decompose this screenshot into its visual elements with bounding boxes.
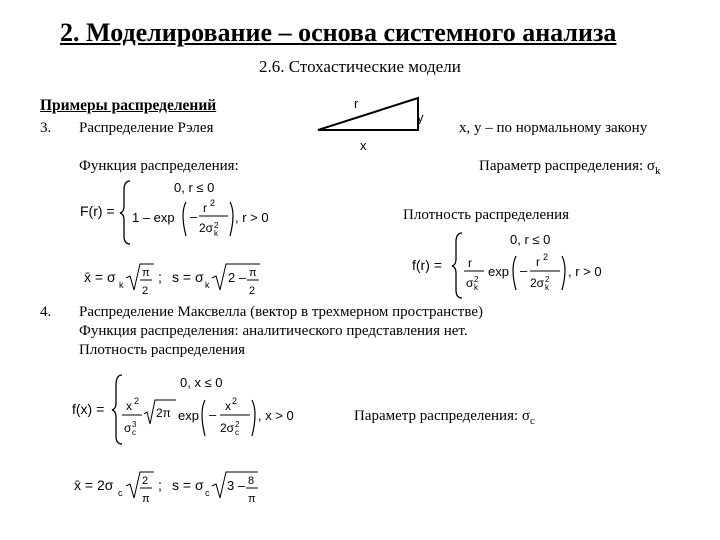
svg-text:–: –: [209, 407, 217, 422]
svg-text:2: 2: [142, 475, 149, 487]
svg-text:π: π: [142, 267, 150, 279]
svg-text:x̄ = 2σ: x̄ = 2σ: [74, 477, 114, 493]
svg-text:σ: σ: [466, 276, 474, 290]
svg-text:2: 2: [543, 252, 549, 262]
item3-cdf-label: Функция распределения:: [79, 158, 239, 174]
svg-text:2σ: 2σ: [220, 421, 235, 435]
svg-text:π: π: [248, 493, 256, 505]
svg-text:2: 2: [232, 396, 238, 406]
svg-text:π: π: [249, 267, 257, 279]
item4-line3: Плотность распределения: [79, 342, 246, 358]
maxwell-pdf-formula: [70, 370, 300, 448]
slide-subtitle: 2.6. Стохастические модели: [259, 57, 461, 76]
svg-text:2: 2: [210, 198, 216, 208]
svg-text:x: x: [225, 399, 231, 413]
svg-text:2: 2: [545, 275, 550, 284]
slide-title: 2. Моделирование – основа системного анализа: [60, 18, 617, 47]
right-triangle-shape: [318, 98, 418, 130]
svg-text:k: k: [205, 280, 210, 290]
maxwell-moments-formula: [72, 466, 262, 510]
svg-text:F(r) =: F(r) =: [80, 203, 115, 219]
svg-text:f(x) =: f(x) =: [72, 401, 105, 417]
svg-text:c: c: [205, 488, 210, 498]
note-xy-normal: x, y – по нормальному закону: [459, 120, 648, 136]
svg-text:c: c: [132, 428, 136, 437]
svg-text:8: 8: [248, 475, 255, 487]
svg-text:r: r: [468, 256, 472, 270]
section-heading: Примеры распределений: [40, 97, 217, 114]
svg-text:2σ: 2σ: [199, 221, 214, 235]
svg-text:k: k: [214, 229, 218, 238]
triangle-label-y: y: [417, 110, 424, 125]
svg-text:2: 2: [235, 420, 240, 429]
svg-text:r: r: [536, 255, 540, 269]
svg-text:2: 2: [214, 221, 219, 230]
svg-text:f(r) =: f(r) =: [412, 257, 442, 273]
item4-line1: Распределение Максвелла (вектор в трехмерном пространстве): [79, 304, 483, 320]
svg-text:–: –: [520, 263, 528, 278]
item3-name: Распределение Рэлея: [79, 120, 214, 136]
svg-text:;: ;: [158, 477, 162, 493]
rayleigh-cdf-formula: [78, 176, 278, 246]
svg-text:3 –: 3 –: [227, 478, 246, 493]
svg-text:, x > 0: , x > 0: [258, 408, 294, 423]
svg-text:2 –: 2 –: [228, 270, 247, 285]
svg-text:–: –: [190, 209, 198, 224]
svg-text:s = σ: s = σ: [172, 269, 204, 285]
item4-param-text: Параметр распределения: σ: [354, 408, 530, 424]
svg-text:exp: exp: [178, 408, 199, 423]
rayleigh-pdf-formula: [410, 228, 620, 300]
svg-text:x: x: [126, 399, 132, 413]
svg-text:r: r: [203, 201, 207, 215]
svg-text:s = σ: s = σ: [172, 477, 204, 493]
svg-text:, r > 0: , r > 0: [568, 264, 602, 279]
svg-text:, r > 0: , r > 0: [235, 210, 269, 225]
svg-text:x̄ = σ: x̄ = σ: [84, 269, 116, 285]
svg-text:k: k: [545, 283, 549, 292]
svg-text:exp: exp: [488, 264, 509, 279]
svg-text:0, r ≤ 0: 0, r ≤ 0: [510, 232, 551, 247]
svg-text:3: 3: [132, 420, 137, 429]
item3-param-subscript: k: [654, 165, 661, 177]
svg-text:k: k: [474, 283, 478, 292]
svg-text:k: k: [119, 280, 124, 290]
svg-text:2σ: 2σ: [530, 276, 545, 290]
item3-pdf-label: Плотность распределения: [403, 207, 570, 223]
triangle-label-r: r: [354, 96, 359, 111]
item4-param-label: [354, 408, 535, 427]
item3-number: 3.: [40, 120, 52, 136]
item4-param-subscript: c: [529, 415, 535, 427]
triangle-diagram: [310, 90, 440, 160]
svg-text:σ: σ: [124, 421, 132, 435]
svg-text:2: 2: [474, 275, 479, 284]
svg-text:0, x ≤ 0: 0, x ≤ 0: [180, 375, 223, 390]
item4-number: 4.: [40, 304, 52, 320]
svg-text:c: c: [118, 488, 123, 498]
svg-text:π: π: [142, 493, 150, 505]
item3-param-text: Параметр распределения: σ: [479, 158, 655, 174]
svg-text:c: c: [235, 428, 239, 437]
triangle-label-x: x: [360, 138, 367, 153]
item4-line2: Функция распределения: аналитического представления нет.: [79, 323, 468, 339]
svg-text:2π: 2π: [156, 406, 171, 420]
svg-text:2: 2: [249, 285, 256, 297]
svg-text:0, r ≤ 0: 0, r ≤ 0: [174, 180, 215, 195]
item3-param-label: [479, 158, 660, 177]
svg-text:;: ;: [158, 269, 162, 285]
svg-text:2: 2: [142, 285, 149, 297]
svg-text:1 – exp: 1 – exp: [132, 210, 175, 225]
svg-text:2: 2: [134, 396, 140, 406]
rayleigh-moments-formula: [82, 258, 272, 302]
